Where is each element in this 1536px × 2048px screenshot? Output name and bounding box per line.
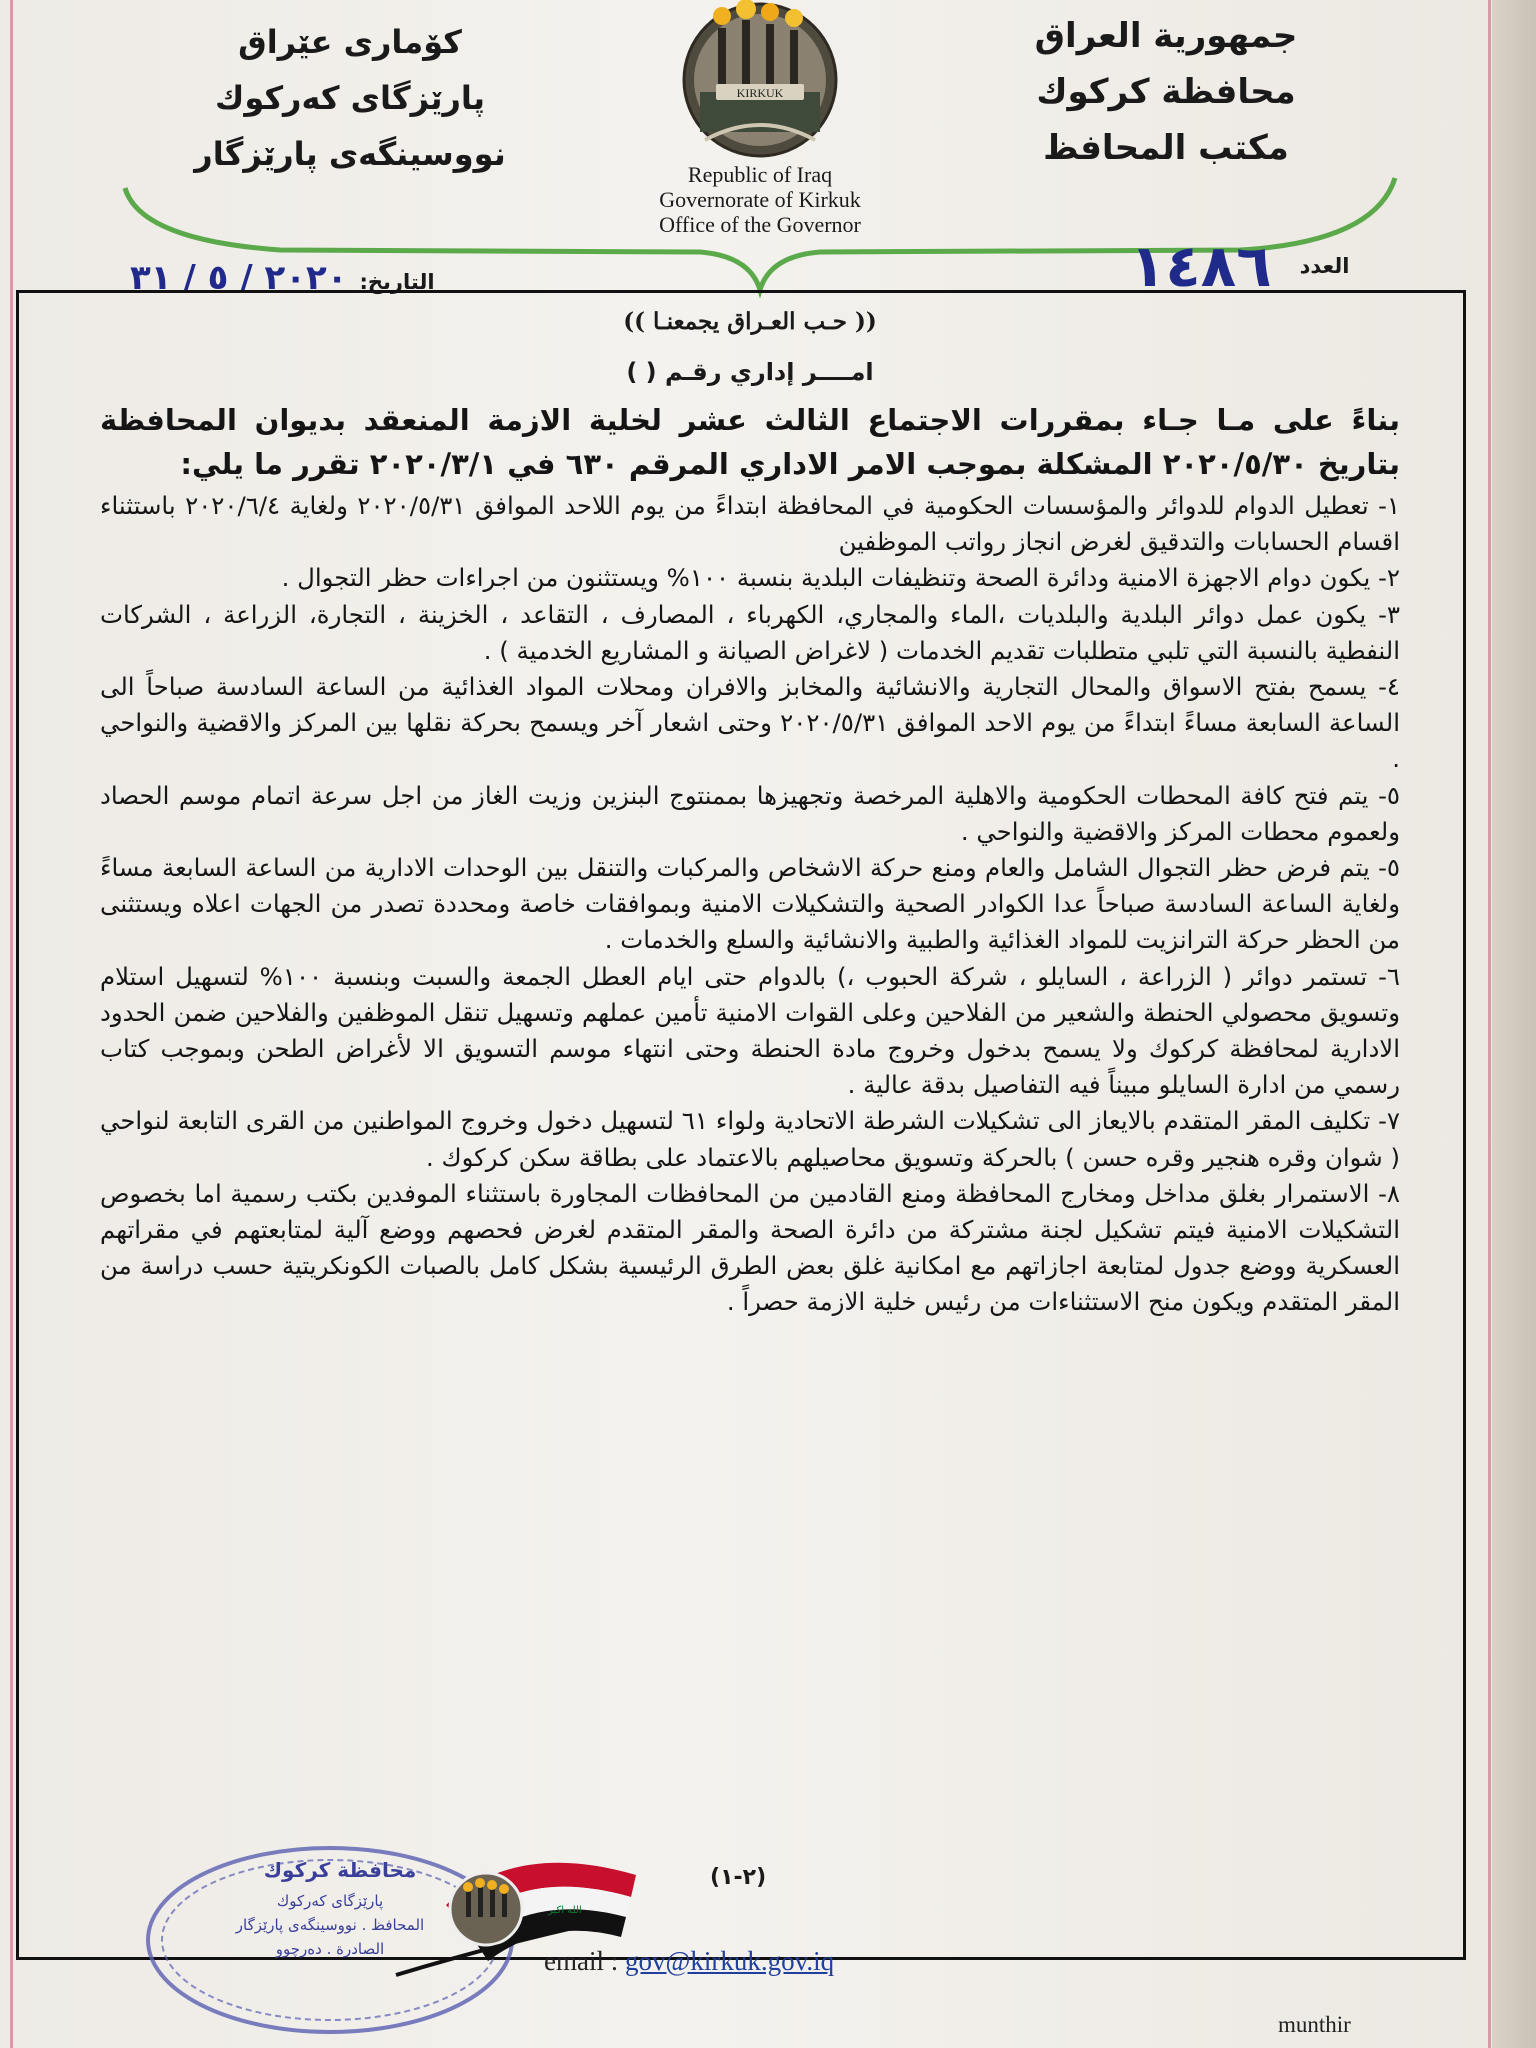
header-arabic-line: مكتب المحافظ [1043, 128, 1289, 168]
order-item: ٢- يكون دوام الاجهزة الامنية ودائرة الصحة وتنظيفات البلدية بنسبة ١٠٠% ويستثنون من اجراءات حظر التجوال . [281, 563, 1400, 593]
stamp-line: المحافظ . نووسینگەی پارێزگار [235, 1916, 425, 1934]
page-number: (٢-١) [710, 1865, 767, 1890]
email-link[interactable]: gov@kirkuk.gov.iq [624, 1946, 835, 1976]
order-item: ٧- تكليف المقر المتقدم بالايعاز الى تشكيلات الشرطة الاتحادية ولواء ٦١ لتسهيل دخول وخروج المواطنين من القرى التابعة لنواحي ( شوان وقره هنجير وقره حسن ) بالحركة وتسويق محاصيلهم بالاعتماد على بطاقة سكن كركوك . [100, 1106, 1400, 1172]
order-item: ٣- يكون عمل دوائر البلدية والبلديات ،الماء والمجاري، الكهرباء ، المصارف ، التقاعد ، الخزينة ، التجارة، الزراعة ، الشركات النفطية بالنسبة التي تلبي متطلبات تقديم الخدمات ( لاغراض الصيانة و المشاريع الخدمية ) . [100, 599, 1400, 665]
header-kurdish-line: كۆمارى عێراق [238, 23, 462, 61]
emblem-label: KIRKUK [736, 86, 784, 100]
date-value: ٢٠٢٠ / ٥ / ٣١ [130, 258, 348, 298]
header-kurdish-line: پارێزگای کەرکوك [215, 79, 485, 117]
scanner-name: munthir [1278, 2012, 1351, 2037]
kirkuk-emblem-icon [660, 0, 860, 160]
order-item: ٨- الاستمرار بغلق مداخل ومخارج المحافظة ومنع القادمين من المحافظات المجاورة باستثناء الموفدين بكتب رسمية اما بخصوص التشكيلات الامنية فيتم تشكيل لجنة مشتركة من دائرة الصحة والمقر المتقدم لغرض فحصهم ووضع آلية لمتابعتهم في مقراتهم العسكرية ووضع جدول لمتابعة اجازاتهم مع امكانية غلق بعض الطرق الرئيسية بشكل كامل بالصبات الكونكريتية حسب دراسة من المقر المتقدم ويكون منح الاستثناءات من رئيس خلية الازمة حصراً . [100, 1178, 1400, 1317]
order-item: ٦- تستمر دوائر ( الزراعة ، السايلو ، شركة الحبوب ،) بالدوام حتى ايام العطل الجمعة والسبت وبنسبة ١٠٠% لتسهيل استلام وتسويق محصولي الحنطة والشعير من الفلاحين وعلى القوات الامنية تأمين عملهم وتسهيل تنقل الموظفين والفلاحين ضمن الحدود الادارية لمحافظة كركوك ولا يسمح بدخول وخروج مادة الحنطة وحتى انتهاء موسم التسويق الا لأغراض الطحن وبموجب كتاب رسمي من ادارة السايلو مبيناً فيه التفاصيل بدقة عالية . [100, 961, 1400, 1100]
header-english-line: Republic of Iraq [687, 162, 833, 187]
header-arabic [1016, 8, 1316, 176]
stamp-line: پارێزگای کەرکوك [276, 1892, 384, 1910]
stamp-line: محافظة كركوك [263, 1858, 417, 1882]
header-arabic-line: جمهورية العراق [1034, 16, 1298, 56]
email-label: email : [544, 1946, 619, 1976]
header-arabic-line: محافظة كركوك [1036, 72, 1296, 112]
order-item: ٥- يتم فتح كافة المحطات الحكومية والاهلية المرخصة وتجهيزها بممنتوج البنزين وزيت الغاز من اجل سرعة اتمام موسم الحصاد ولعموم محطات المركز والاقضية والنواحي . [100, 780, 1400, 846]
header-english-line: Governorate of Kirkuk [659, 187, 861, 212]
order-item: ٤- يسمح بفتح الاسواق والمحال التجارية والانشائية والمخابز والافران ومحلات المواد الغذائية من الساعة السادسة صباحاً الى الساعة السابعة مساءً ابتداءً من يوم الاحد الموافق ٢٠٢٠/٥/٣١ وحتى اشعار آخر ويسمح بحركة نقلها بين المركز والاقضية والنواحي . [100, 672, 1401, 774]
stamp-line: الصادرة . دەرچوو [275, 1940, 385, 1958]
date-label: التاريخ: [359, 270, 435, 294]
order-intro: بناءً على مـا جـاء بمقررات الاجتماع الثالث عشر لخلية الازمة المنعقد بديوان المحافظة بتاريخ ٢٠٢٠/٥/٣٠ المشكلة بموجب الامر الاداري المرقم ٦٣٠ في ٢٠٢٠/٣/١ تقرر ما يلي: [100, 403, 1400, 481]
header-english-line: Office of the Governor [659, 212, 861, 237]
order-item: ١- تعطيل الدوام للدوائر والمؤسسات الحكومية في المحافظة ابتداءً من يوم اللاحد الموافق ٢٠٢٠/٥/٣١ ولغاية ٢٠٢٠/٦/٤ باستثناء اقسام الحسابات والتدقيق لغرض انجاز رواتب الموظفين [100, 491, 1401, 557]
order-body [100, 398, 1400, 1321]
order-item: ٥- يتم فرض حظر التجوال الشامل والعام ومنع حركة الاشخاص والمركبات والتنقل بين الوحدات الادارية من الساعة السابعة مساءً ولغاية الساعة السادسة صباحاً عدا الكوادر الصحية والتشكيلات الامنية وبموافقات خاصة ومحددة تصدر من الجهات اعلاه ويستثنى من الحظر حركة الترانزيت للمواد الغذائية والطبية والانشائية والسلع والخدمات . [100, 853, 1400, 955]
slogan: (( حـب العـراق يجمعنـا )) [623, 308, 877, 335]
header-kurdish [170, 14, 530, 182]
footer-email [544, 1946, 834, 1977]
header-kurdish-line: نووسینگەی پارێزگار [194, 135, 506, 173]
order-title: امــــر إداري رقـم ( ) [626, 358, 874, 386]
number-value: ١٤٨٦ [1130, 232, 1272, 300]
number-label: العدد [1299, 254, 1350, 278]
svg-text:الله اكبر: الله اكبر [548, 1905, 582, 1916]
